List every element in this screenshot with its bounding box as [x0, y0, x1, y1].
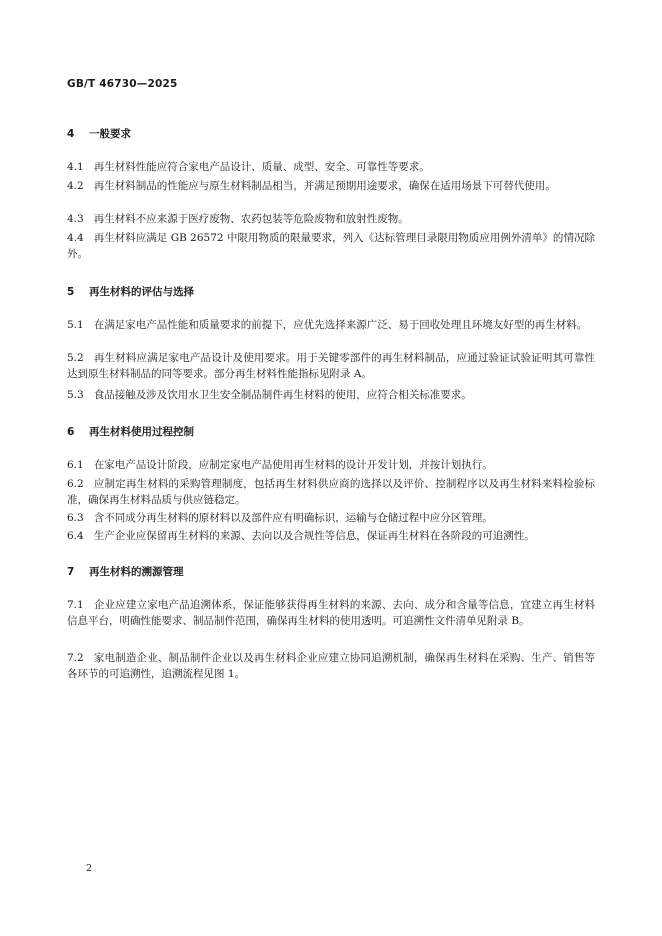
clause-7-1: 7.1 企业应建立家电产品追溯体系，保证能够获得再生材料的来源、去向、成分和含量等信息，宜建立再生材料信息平台，明确性能要求、制品制件范围，确保再生材料的使用透明。可追溯性文件清单见附录 B。: [67, 599, 595, 627]
page-number: 2: [86, 863, 93, 874]
clause-6-4: 6.4 生产企业应保留再生材料的来源、去向以及合规性等信息，保证再生材料在各阶段的可追溯性。: [67, 530, 535, 542]
clause-7-2: 7.2 家电制造企业、制品制件企业以及再生材料企业应建立协同追溯机制，确保再生材料在采购、生产、销售等各环节的可追溯性，追溯流程见图 1。: [67, 652, 595, 680]
section-title: 再生材料的溯源管理: [89, 566, 184, 578]
section-number: 6: [67, 426, 75, 438]
section-title: 一般要求: [89, 128, 131, 140]
section-heading-6: [67, 424, 194, 439]
standard-number: GB/T 46730—2025: [67, 78, 178, 90]
clause-5-3: 5.3 食品接触及涉及饮用水卫生安全制品制件再生材料的使用，应符合相关标准要求。: [67, 389, 472, 401]
clause-6-1: 6.1 在家电产品设计阶段，应制定家电产品使用再生材料的设计开发计划，并按计划执行。: [67, 459, 493, 471]
section-number: 4: [67, 128, 75, 140]
section-heading-5: [67, 284, 194, 299]
clause-5-2: 5.2 再生材料应满足家电产品设计及使用要求。用于关键零部件的再生材料制品，应通过验证试验证明其可靠性达到原生材料制品的同等要求。部分再生材料性能指标见附录 A。: [67, 352, 595, 380]
clause-6-3: 6.3 含不同成分再生材料的原材料以及部件应有明确标识，运输与仓储过程中应分区管理。: [67, 512, 493, 524]
section-heading-4: [67, 126, 131, 141]
section-number: 7: [67, 566, 75, 578]
clause-4-1: 4.1 再生材料性能应符合家电产品设计、质量、成型、安全、可靠性等要求。: [67, 161, 430, 173]
section-title: 再生材料的评估与选择: [89, 286, 194, 298]
clause-4-4: 4.4 再生材料应满足 GB 26572 中限用物质的限量要求，列入《达标管理目录限用物质应用例外清单》的情况除外。: [67, 232, 595, 260]
section-number: 5: [67, 286, 75, 298]
clause-6-2: 6.2 应制定再生材料的采购管理制度，包括再生材料供应商的选择以及评价、控制程序以及再生材料来料检验标准，确保再生材料品质与供应链稳定。: [67, 478, 595, 506]
section-title: 再生材料使用过程控制: [89, 426, 194, 438]
clause-5-1: 5.1 在满足家电产品性能和质量要求的前提下，应优先选择来源广泛、易于回收处理且环境友好型的再生材料。: [67, 319, 588, 331]
section-heading-7: [67, 564, 184, 579]
clause-4-2: 4.2 再生材料制品的性能应与原生材料制品相当，并满足预期用途要求，确保在适用场景下可替代使用。: [67, 180, 556, 192]
clause-4-3: 4.3 再生材料不应来源于医疗废物、农药包装等危险废物和放射性废物。: [67, 213, 409, 225]
